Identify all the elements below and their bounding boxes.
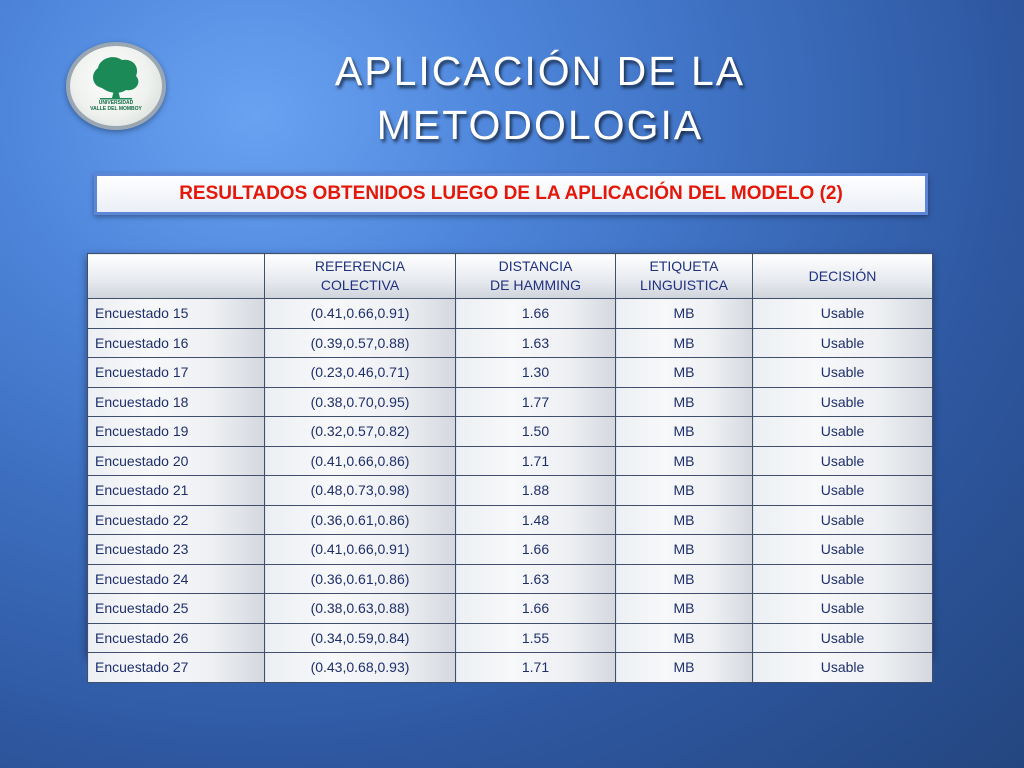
cell-decision: Usable xyxy=(753,417,933,447)
header-distancia-hamming xyxy=(456,254,616,299)
cell-distancia: 1.50 xyxy=(456,417,616,447)
cell-decision: Usable xyxy=(753,299,933,329)
table-row xyxy=(88,446,933,476)
table-row xyxy=(88,564,933,594)
table-row xyxy=(88,476,933,506)
cell-referencia: (0.38,0.70,0.95) xyxy=(265,387,456,417)
cell-encuestado: Encuestado 19 xyxy=(88,417,265,447)
tree-logo-icon xyxy=(70,46,162,126)
cell-encuestado: Encuestado 20 xyxy=(88,446,265,476)
slide-title xyxy=(260,44,820,152)
results-table xyxy=(87,253,933,683)
cell-decision: Usable xyxy=(753,358,933,388)
cell-referencia: (0.36,0.61,0.86) xyxy=(265,505,456,535)
header-referencia-colectiva xyxy=(265,254,456,299)
cell-distancia: 1.66 xyxy=(456,594,616,624)
header-line: DE HAMMING xyxy=(490,277,581,293)
cell-encuestado: Encuestado 27 xyxy=(88,653,265,683)
table-row xyxy=(88,358,933,388)
cell-decision: Usable xyxy=(753,653,933,683)
cell-encuestado: Encuestado 17 xyxy=(88,358,265,388)
cell-etiqueta: MB xyxy=(616,387,753,417)
cell-decision: Usable xyxy=(753,446,933,476)
cell-distancia: 1.66 xyxy=(456,535,616,565)
cell-referencia: (0.41,0.66,0.91) xyxy=(265,535,456,565)
cell-referencia: (0.41,0.66,0.86) xyxy=(265,446,456,476)
cell-decision: Usable xyxy=(753,623,933,653)
header-line: DISTANCIA xyxy=(498,258,573,274)
cell-etiqueta: MB xyxy=(616,299,753,329)
subtitle-text: RESULTADOS OBTENIDOS LUEGO DE LA APLICACIÓN DEL MODELO (2) xyxy=(179,183,843,204)
cell-distancia: 1.71 xyxy=(456,653,616,683)
table-row xyxy=(88,623,933,653)
cell-decision: Usable xyxy=(753,387,933,417)
cell-etiqueta: MB xyxy=(616,358,753,388)
logo-caption xyxy=(70,100,162,112)
slide-title-line1: APLICACIÓN DE LA xyxy=(334,48,746,94)
table-row xyxy=(88,328,933,358)
table-row xyxy=(88,505,933,535)
header-line: REFERENCIA xyxy=(314,258,406,274)
logo-caption-line2: VALLE DEL MOMBOY xyxy=(90,106,142,112)
cell-decision: Usable xyxy=(753,594,933,624)
table-row xyxy=(88,417,933,447)
table-row xyxy=(88,299,933,329)
cell-referencia: (0.38,0.63,0.88) xyxy=(265,594,456,624)
cell-referencia: (0.48,0.73,0.98) xyxy=(265,476,456,506)
cell-distancia: 1.77 xyxy=(456,387,616,417)
cell-decision: Usable xyxy=(753,505,933,535)
results-table-container xyxy=(87,253,932,676)
table-row xyxy=(88,387,933,417)
header-line: COLECTIVA xyxy=(320,277,400,293)
cell-etiqueta: MB xyxy=(616,535,753,565)
cell-referencia: (0.23,0.46,0.71) xyxy=(265,358,456,388)
cell-etiqueta: MB xyxy=(616,417,753,447)
cell-referencia: (0.39,0.57,0.88) xyxy=(265,328,456,358)
logo-caption-line1: UNIVERSIDAD xyxy=(98,100,134,106)
table-row xyxy=(88,653,933,683)
cell-decision: Usable xyxy=(753,476,933,506)
table-header-row xyxy=(88,254,933,299)
header-line: DECISIÓN xyxy=(808,267,877,284)
cell-encuestado: Encuestado 22 xyxy=(88,505,265,535)
header-decision xyxy=(753,254,933,299)
cell-encuestado: Encuestado 21 xyxy=(88,476,265,506)
cell-referencia: (0.43,0.68,0.93) xyxy=(265,653,456,683)
cell-distancia: 1.88 xyxy=(456,476,616,506)
header-line: ETIQUETA xyxy=(649,258,719,274)
cell-etiqueta: MB xyxy=(616,564,753,594)
cell-etiqueta: MB xyxy=(616,653,753,683)
cell-decision: Usable xyxy=(753,328,933,358)
cell-encuestado: Encuestado 16 xyxy=(88,328,265,358)
cell-referencia: (0.36,0.61,0.86) xyxy=(265,564,456,594)
cell-etiqueta: MB xyxy=(616,476,753,506)
university-logo xyxy=(66,42,166,130)
header-empty xyxy=(88,254,265,299)
table-row xyxy=(88,535,933,565)
cell-distancia: 1.66 xyxy=(456,299,616,329)
slide-title-line2: METODOLOGIA xyxy=(376,102,704,148)
cell-decision: Usable xyxy=(753,564,933,594)
cell-encuestado: Encuestado 15 xyxy=(88,299,265,329)
cell-distancia: 1.63 xyxy=(456,328,616,358)
cell-referencia: (0.34,0.59,0.84) xyxy=(265,623,456,653)
cell-encuestado: Encuestado 24 xyxy=(88,564,265,594)
cell-etiqueta: MB xyxy=(616,328,753,358)
cell-etiqueta: MB xyxy=(616,446,753,476)
cell-referencia: (0.41,0.66,0.91) xyxy=(265,299,456,329)
cell-etiqueta: MB xyxy=(616,594,753,624)
table-row xyxy=(88,594,933,624)
cell-distancia: 1.30 xyxy=(456,358,616,388)
cell-etiqueta: MB xyxy=(616,623,753,653)
header-etiqueta-linguistica xyxy=(616,254,753,299)
cell-distancia: 1.48 xyxy=(456,505,616,535)
header-line: LINGUISTICA xyxy=(640,277,728,293)
cell-etiqueta: MB xyxy=(616,505,753,535)
cell-encuestado: Encuestado 25 xyxy=(88,594,265,624)
subtitle-box xyxy=(94,173,928,215)
cell-distancia: 1.71 xyxy=(456,446,616,476)
cell-distancia: 1.63 xyxy=(456,564,616,594)
cell-encuestado: Encuestado 18 xyxy=(88,387,265,417)
cell-distancia: 1.55 xyxy=(456,623,616,653)
cell-encuestado: Encuestado 23 xyxy=(88,535,265,565)
cell-decision: Usable xyxy=(753,535,933,565)
cell-encuestado: Encuestado 26 xyxy=(88,623,265,653)
cell-referencia: (0.32,0.57,0.82) xyxy=(265,417,456,447)
